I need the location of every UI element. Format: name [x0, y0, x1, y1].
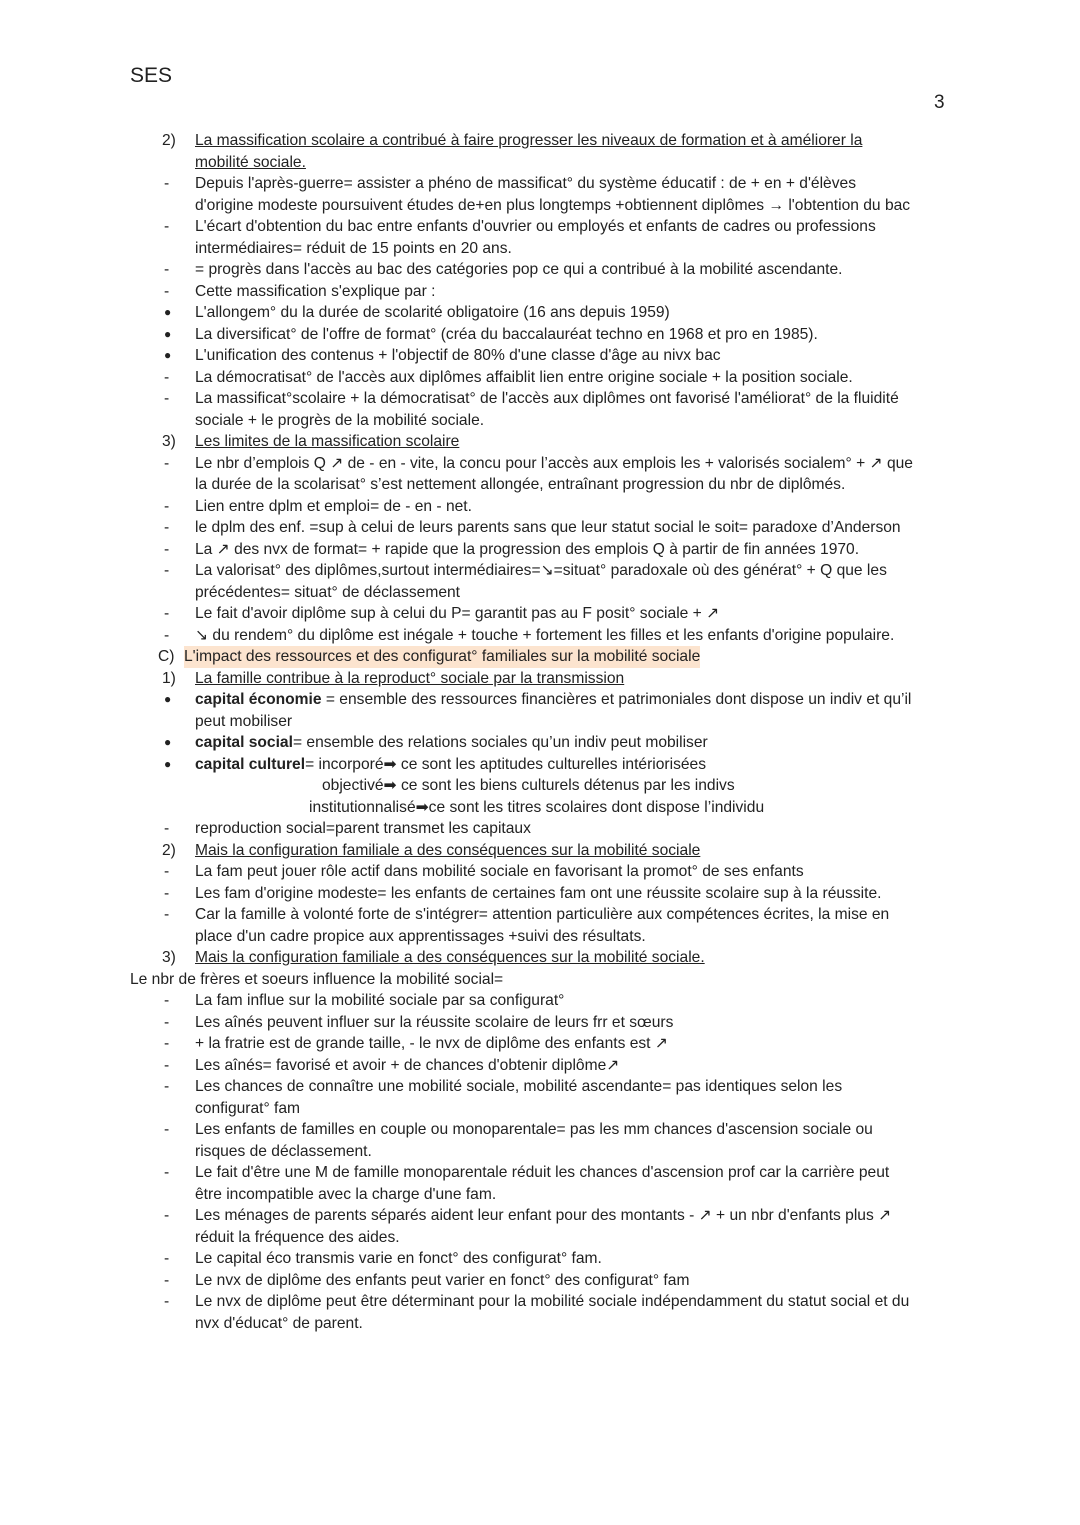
note-line	[0, 775, 1080, 797]
note-text: nvx d'éducat° de parent.	[195, 1314, 363, 1332]
dash-marker: -	[164, 282, 170, 300]
note-line	[0, 1033, 1080, 1055]
note-line	[0, 453, 1080, 475]
bullet-marker: ●	[164, 756, 172, 771]
note-line	[0, 539, 1080, 561]
section-heading: La massification scolaire a contribué à faire progresser les niveaux de formation et à améliorer la	[195, 132, 863, 149]
note-line	[0, 195, 1080, 217]
note-text: ↘ du rendem° du diplôme est inégale + touche + fortement les filles et les enfants d'origine populaire.	[195, 626, 895, 644]
section-heading: mobilité sociale.	[195, 153, 306, 171]
note-line	[0, 904, 1080, 926]
note-line	[0, 517, 1080, 539]
note-line	[0, 345, 1080, 367]
note-line	[0, 302, 1080, 324]
note-text	[195, 732, 708, 754]
note-line	[0, 625, 1080, 647]
note-text: La démocratisat° de l'accès aux diplômes affaiblit lien entre origine sociale + la position sociale.	[195, 368, 853, 386]
dash-marker: -	[164, 519, 170, 536]
note-text: Cette massification s'explique par :	[195, 282, 436, 300]
note-text: Le nbr de frères et soeurs influence la mobilité social=	[130, 970, 504, 988]
note-text: précédentes= situat° de déclassement	[195, 583, 460, 601]
note-text: Les chances de connaître une mobilité sociale, mobilité ascendante= pas identiques selon les	[195, 1078, 843, 1095]
note-text: Les enfants de familles en couple ou monoparentale= pas les mm chances d'ascension sociale ou	[195, 1121, 873, 1138]
note-text: La fam peut jouer rôle actif dans mobilité sociale en favorisant la promot° de ses enfants	[195, 863, 804, 880]
note-line	[0, 840, 1080, 862]
note-text: Car la famille à volonté forte de s'intégrer= attention particulière aux compétences écrites, la mise en	[195, 906, 890, 923]
note-line	[0, 1098, 1080, 1120]
note-line	[0, 711, 1080, 733]
bullet-marker: ●	[164, 305, 172, 319]
note-text	[195, 689, 911, 711]
note-text: L'allongem° du la durée de scolarité obligatoire (16 ans depuis 1959)	[195, 304, 670, 321]
term-definition: = ensemble des ressources financières et patrimoniales dont dispose un indiv et qu’il	[321, 691, 912, 708]
note-line	[0, 431, 1080, 453]
note-text: d'origine modeste poursuivent études de+en plus longtemps +obtiennent diplômes → l'obtention du bac	[195, 196, 911, 214]
note-text: le dplm des enf. =sup à celui de leurs parents sans que leur statut social le soit= paradoxe d’Anderson	[195, 519, 901, 536]
note-line	[0, 1184, 1080, 1206]
page-number: 3	[934, 92, 945, 113]
dash-marker: -	[164, 1121, 170, 1138]
section-heading: Les limites de la massification scolaire	[195, 433, 460, 450]
list-number: 2)	[162, 132, 176, 149]
note-line	[0, 969, 1080, 991]
note-text: La ↗ des nvx de format= + rapide que la progression des emplois Q à partir de fin années 1970.	[195, 540, 860, 558]
note-text: L'unification des contenus + l'objectif de 80% d'une classe d'âge au nivx bac	[195, 347, 721, 364]
note-text: configurat° fam	[195, 1099, 301, 1117]
note-text: Les fam d'origine modeste= les enfants de certaines fam ont une réussite scolaire sup à la réussite.	[195, 884, 882, 902]
dash-marker: -	[164, 1250, 170, 1267]
note-line	[0, 818, 1080, 840]
note-line	[0, 388, 1080, 410]
note-line	[0, 1205, 1080, 1227]
dash-marker: -	[164, 906, 170, 923]
note-text: Le capital éco transmis varie en fonct° des configurat° fam.	[195, 1250, 602, 1267]
note-text: être incompatible avec la charge d'une fam.	[195, 1185, 497, 1203]
list-number: 2)	[162, 841, 176, 859]
note-line	[0, 947, 1080, 969]
note-line	[0, 797, 1080, 819]
section-heading: Mais la configuration familiale a des conséquences sur la mobilité sociale	[195, 841, 701, 859]
note-text: place d'un cadre propice aux apprentissages +suivi des résultats.	[195, 927, 646, 945]
note-line	[0, 1055, 1080, 1077]
note-text: La fam influe sur la mobilité sociale par sa configurat°	[195, 992, 565, 1009]
dash-marker: -	[164, 454, 170, 472]
note-line	[0, 1248, 1080, 1270]
note-line	[0, 496, 1080, 518]
note-line	[0, 861, 1080, 883]
note-text: Les aînés peuvent influer sur la réussite scolaire de leurs frr et sœurs	[195, 1013, 674, 1031]
term-definition: = incorporé➡ ce sont les aptitudes culturelles intériorisées	[305, 755, 707, 773]
dash-marker: -	[164, 863, 170, 880]
note-text: = progrès dans l'accès au bac des catégories pop ce qui a contribué à la mobilité ascendante.	[195, 261, 843, 278]
note-line	[0, 1076, 1080, 1098]
note-line	[0, 1313, 1080, 1335]
section-heading: La famille contribue à la reproduct° sociale par la transmission	[195, 669, 625, 687]
note-text: La diversificat° de l'offre de format° (créa du baccalauréat techno en 1968 et pro en 1985).	[195, 325, 818, 343]
note-text: la durée de la scolarisat° s’est nettement allongée, entraînant progression du nbr de diplômés.	[195, 476, 846, 493]
subject-title: SES	[130, 64, 173, 87]
notes-body	[0, 130, 1080, 1334]
term-definition: = ensemble des relations sociales qu’un indiv peut mobiliser	[292, 734, 708, 751]
note-line	[0, 732, 1080, 754]
note-text: Le fait d'avoir diplôme sup à celui du P= garantit pas au F posit° sociale + ↗	[195, 605, 720, 622]
dash-marker: -	[164, 1293, 170, 1310]
bullet-marker: ●	[164, 348, 172, 362]
note-text: La valorisat° des diplômes,surtout intermédiaires=↘=situat° paradoxale où des générat° + Q que les	[195, 562, 887, 579]
dash-marker: -	[164, 820, 170, 837]
note-line	[0, 883, 1080, 905]
note-line	[0, 1291, 1080, 1313]
dash-marker: -	[164, 626, 170, 644]
note-line	[0, 926, 1080, 948]
note-line	[0, 173, 1080, 195]
note-line	[0, 560, 1080, 582]
list-number: C)	[158, 648, 175, 665]
note-text: réduit la fréquence des aides.	[195, 1228, 400, 1246]
dash-marker: -	[164, 175, 170, 192]
note-text: risques de déclassement.	[195, 1142, 372, 1160]
dash-marker: -	[164, 368, 170, 386]
note-line	[0, 152, 1080, 174]
dash-marker: -	[164, 1013, 170, 1031]
dash-marker: -	[164, 390, 170, 407]
bullet-marker: ●	[164, 735, 172, 749]
note-line	[0, 130, 1080, 152]
note-text: Le nvx de diplôme peut être déterminant pour la mobilité sociale indépendamment du statut social et du	[195, 1293, 910, 1310]
note-line	[0, 1270, 1080, 1292]
note-line	[0, 754, 1080, 776]
dash-marker: -	[164, 562, 170, 579]
note-line	[0, 1141, 1080, 1163]
note-text: Depuis l'après-guerre= assister a phéno de massificat° du système éducatif : de + en + d'élèves	[195, 175, 856, 192]
section-heading: Mais la configuration familiale a des conséquences sur la mobilité sociale.	[195, 949, 705, 966]
dash-marker: -	[164, 497, 170, 515]
note-line	[0, 689, 1080, 711]
dash-marker: -	[164, 1035, 170, 1052]
note-text: Les ménages de parents séparés aident leur enfant pour des montants - ↗ + un nbr d'enfants plus ↗	[195, 1207, 892, 1224]
note-text: reproduction social=parent transmet les capitaux	[195, 820, 531, 837]
note-text: institutionnalisé➡ce sont les titres scolaires dont dispose l’individu	[309, 798, 765, 816]
note-text: La massificat°scolaire + la démocratisat° de l'accès aux diplômes ont favorisé l'améliorat° de la fluidité	[195, 390, 899, 407]
term-bold: capital social	[195, 734, 293, 751]
term-bold: capital économie	[195, 691, 322, 708]
note-text: peut mobiliser	[195, 712, 293, 730]
note-line	[0, 1119, 1080, 1141]
note-text: Les aînés= favorisé et avoir + de chances d'obtenir diplôme↗	[195, 1056, 620, 1074]
note-line	[0, 582, 1080, 604]
list-number: 1)	[162, 669, 176, 687]
dash-marker: -	[164, 605, 170, 622]
note-line	[0, 367, 1080, 389]
bullet-marker: ●	[164, 326, 172, 341]
note-line	[0, 216, 1080, 238]
note-line	[0, 259, 1080, 281]
note-line	[0, 281, 1080, 303]
dash-marker: -	[164, 992, 170, 1009]
list-number: 3)	[162, 949, 176, 966]
note-line	[0, 324, 1080, 346]
note-text: sociale + le progrès de la mobilité sociale.	[195, 411, 485, 429]
note-text: Le nvx de diplôme des enfants peut varier en fonct° des configurat° fam	[195, 1271, 690, 1289]
note-text: objectivé➡ ce sont les biens culturels détenus par les indivs	[322, 777, 735, 794]
note-line	[0, 1162, 1080, 1184]
dash-marker: -	[164, 218, 170, 235]
note-line	[0, 410, 1080, 432]
note-text	[195, 754, 706, 776]
dash-marker: -	[164, 1164, 170, 1181]
note-text: Lien entre dplm et emploi= de - en - net.	[195, 497, 472, 515]
note-line	[0, 1012, 1080, 1034]
note-text: intermédiaires= réduit de 15 points en 20 ans.	[195, 239, 512, 257]
note-text: L'écart d'obtention du bac entre enfants d'ouvrier ou employés et enfants de cadres ou professions	[195, 218, 876, 235]
note-text: + la fratrie est de grande taille, - le nvx de diplôme des enfants est ↗	[195, 1035, 668, 1052]
dash-marker: -	[164, 540, 170, 558]
dash-marker: -	[164, 1207, 170, 1224]
note-line	[0, 646, 1080, 668]
list-number: 3)	[162, 433, 176, 450]
note-line	[0, 668, 1080, 690]
note-line	[0, 603, 1080, 625]
section-heading: L'impact des ressources et des configurat° familiales sur la mobilité sociale	[184, 646, 700, 668]
note-text: Le nbr d’emplois Q ↗ de - en - vite, la concu pour l’accès aux emplois les + valorisés socialem° + ↗ que	[195, 454, 913, 472]
bullet-marker: ●	[164, 692, 172, 706]
dash-marker: -	[164, 261, 170, 278]
note-line	[0, 474, 1080, 496]
dash-marker: -	[164, 884, 170, 902]
dash-marker: -	[164, 1078, 170, 1095]
note-text: Le fait d'être une M de famille monoparentale réduit les chances d'ascension prof car la carrière peut	[195, 1164, 890, 1181]
note-line	[0, 1227, 1080, 1249]
dash-marker: -	[164, 1056, 170, 1074]
note-line	[0, 990, 1080, 1012]
term-bold: capital culturel	[195, 755, 306, 773]
note-line	[0, 238, 1080, 260]
dash-marker: -	[164, 1271, 170, 1289]
